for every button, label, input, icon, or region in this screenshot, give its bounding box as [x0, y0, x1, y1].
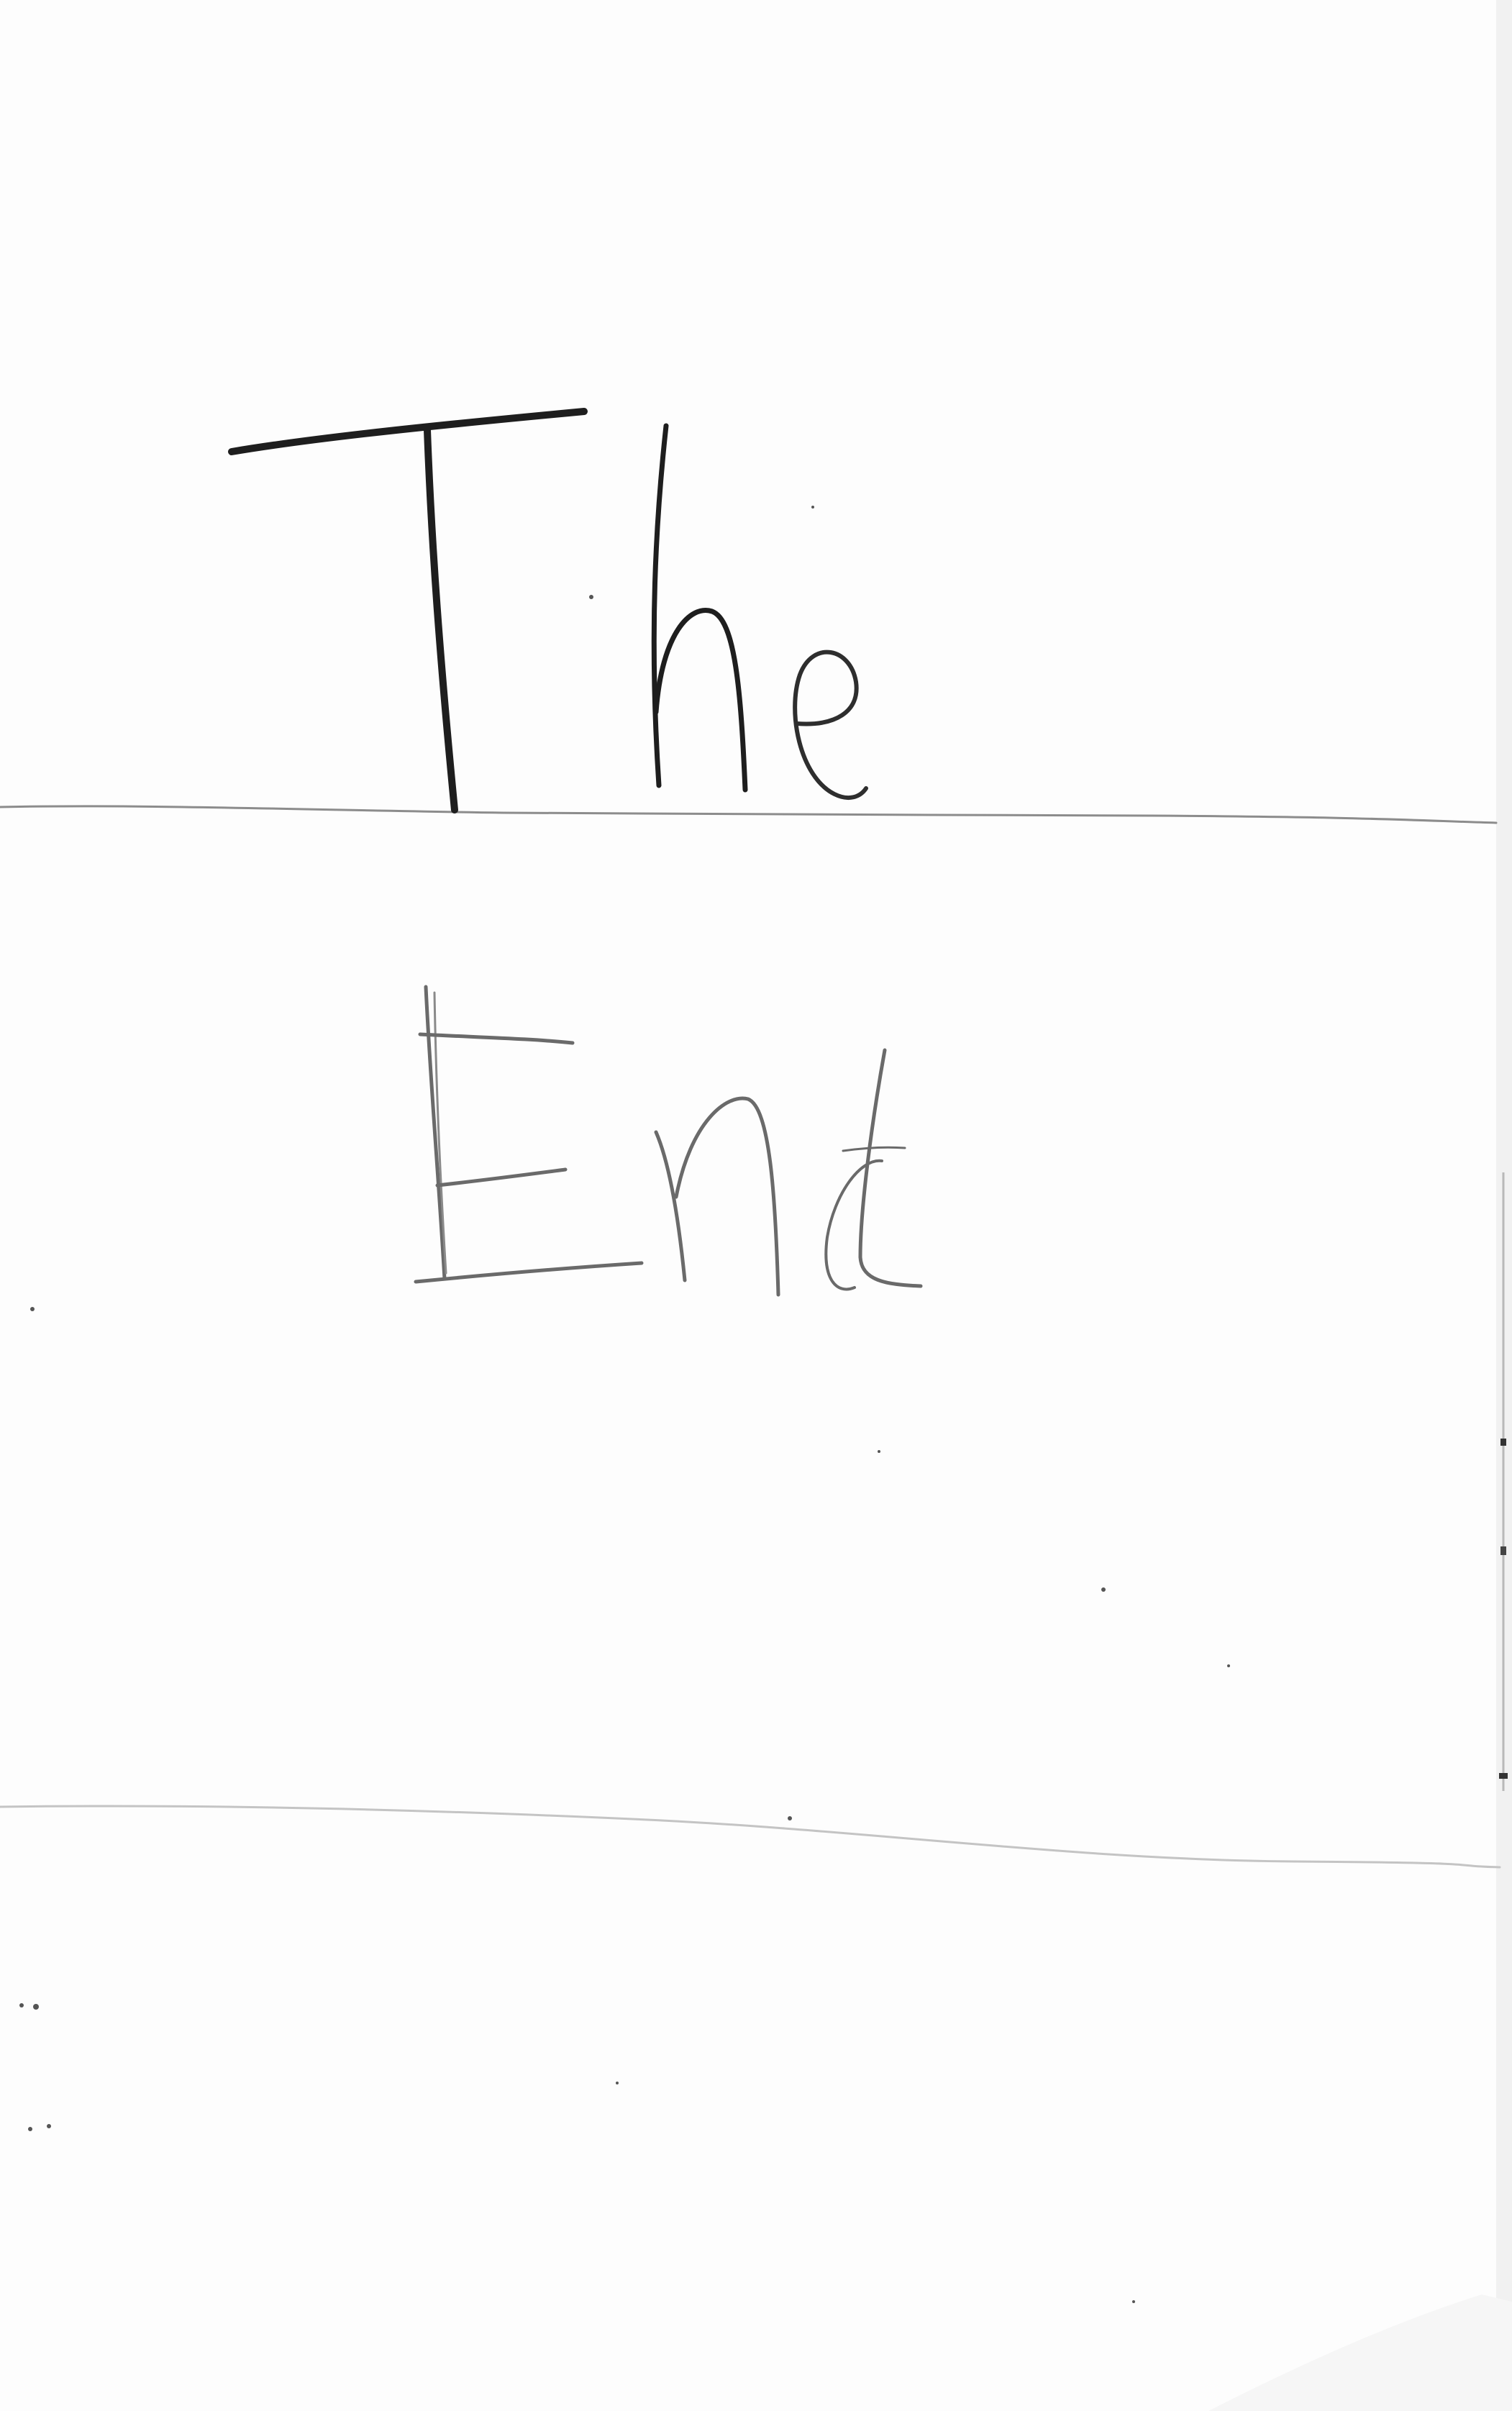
letter-d-cross	[843, 1147, 905, 1151]
handwriting-end	[416, 987, 921, 1295]
letter-e-capital-middle	[437, 1170, 565, 1185]
paper-specks	[19, 506, 1230, 2303]
handwriting-the	[232, 411, 866, 810]
letter-h-stem	[654, 426, 666, 785]
letter-t-bar	[232, 411, 584, 452]
letter-t-stem	[427, 430, 455, 810]
ruled-lines	[0, 806, 1500, 1867]
page-edge	[1208, 0, 1512, 2411]
letter-d-bowl	[826, 1161, 882, 1290]
rule-line-lower	[0, 1806, 1500, 1867]
letter-e-capital-top	[420, 1034, 573, 1043]
letter-e	[795, 652, 866, 798]
letter-h-arch	[656, 611, 745, 790]
letter-n	[656, 1098, 778, 1295]
letter-d-stem	[860, 1050, 921, 1286]
letter-e-capital-bottom	[416, 1263, 642, 1282]
rule-line-upper	[0, 806, 1496, 823]
